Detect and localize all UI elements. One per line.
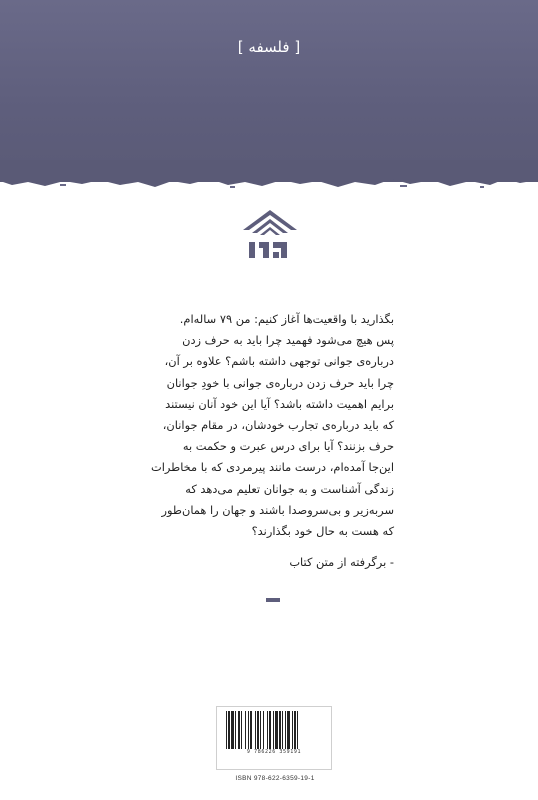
excerpt-line: پس هیچ می‌شود فهمید چرا باید به حرف زدن: [182, 333, 394, 348]
category-label: [ فلسفه ]: [237, 38, 301, 56]
excerpt-line: زندگی آشناست و به جوانان تعلیم می‌دهد که: [185, 481, 394, 496]
band-rough-edge: [0, 160, 538, 200]
excerpt-attribution: - برگرفته از متن کتاب: [289, 555, 394, 569]
barcode: [216, 706, 332, 770]
barcode-digits: 9 786226 359191: [246, 749, 302, 755]
excerpt-line: این‌جا آمده‌ام، درست مانند پیرمردی که با مخاطرات: [150, 460, 394, 475]
excerpt-line: که هست به حال خود بگذارند؟: [251, 524, 394, 539]
excerpt-line: سربه‌زیر و بی‌سروصدا باشند و جهان را همان‌طور: [161, 502, 394, 517]
excerpt-line: درباره‌ی جوانی توجهی داشته باشم؟ علاوه بر آن،: [164, 354, 394, 369]
barcode-bars: [225, 711, 323, 749]
excerpt-line: برایم اهمیت داشته باشد؟ آیا این خود آنان نیستند: [165, 396, 394, 411]
excerpt-line: حرف بزنند؟ آیا برای درس عبرت و حکمت به: [182, 439, 394, 454]
header-band: [0, 0, 538, 182]
isbn-number: ISBN 978-622-6359-19-1: [235, 775, 315, 782]
house-roof-logo-icon: [239, 208, 301, 264]
back-cover-excerpt: [148, 309, 394, 542]
excerpt-line: بگذارید با واقعیت‌ها آغاز کنیم: من ۷۹ ساله‌ام.: [179, 312, 394, 326]
excerpt-line: که باید درباره‌ی تجارب خودشان، در مقام جوانان،: [162, 418, 394, 433]
decorative-divider: [266, 598, 280, 602]
excerpt-line: چرا باید حرف زدن درباره‌ی جوانی با خودِ جوانان: [166, 375, 394, 390]
